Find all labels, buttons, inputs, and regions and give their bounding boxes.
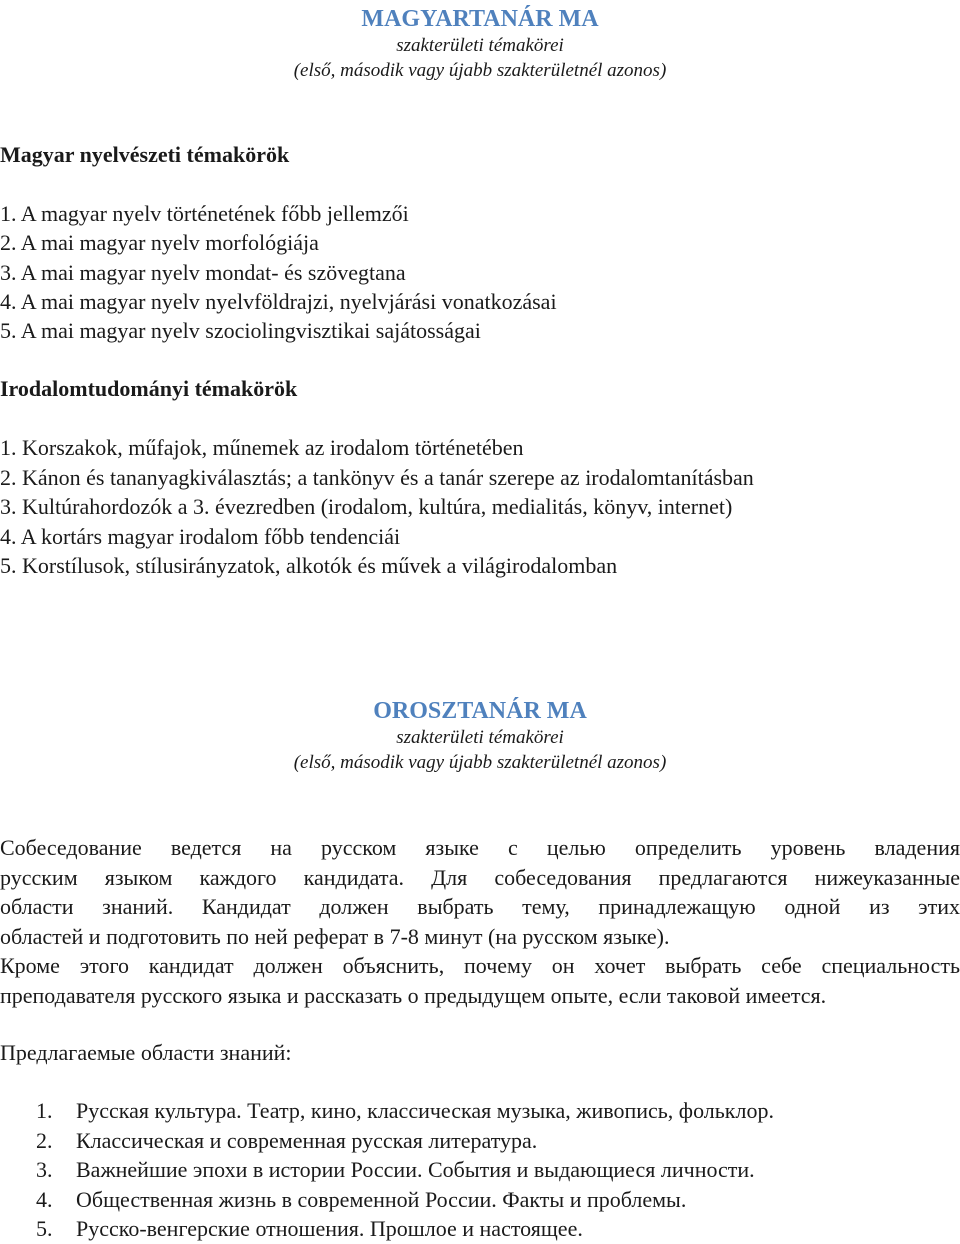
literature-heading: Irodalomtudományi témakörök — [0, 376, 298, 401]
list-item: 4. A kortárs magyar irodalom főbb tendenciái — [0, 523, 401, 549]
list-item-number: 1. — [36, 1098, 53, 1123]
russian-subtitle-line1: szakterületi témakörei — [396, 727, 564, 748]
list-item-number: 3. — [36, 1157, 53, 1183]
list-item: 2. A mai magyar nyelv morfológiája — [0, 230, 319, 256]
russian-extra-paragraph — [0, 951, 960, 1010]
list-item — [0, 1214, 774, 1244]
hungarian-subtitle-line1: szakterületi témakörei — [396, 35, 564, 56]
list-item: 5. A mai magyar nyelv szociolingvisztikai sajátosságai — [0, 318, 481, 344]
list-item — [0, 1096, 774, 1126]
russian-title: OROSZTANÁR MA — [373, 698, 587, 724]
list-item: 1. Korszakok, műfajok, műnemek az irodalom történetében — [0, 435, 524, 460]
list-item: 3. Kultúrahordozók a 3. évezredben (irodalom, kultúra, medialitás, könyv, internet) — [0, 494, 733, 519]
paragraph-line: Кроме этого кандидат должен объяснить, почему он хочет выбрать себе специальность — [0, 953, 960, 978]
list-item: 4. A mai magyar nyelv nyelvföldrajzi, nyelvjárási vonatkozásai — [0, 288, 557, 314]
hungarian-title: MAGYARTANÁR MA — [361, 6, 599, 32]
literature-list — [0, 433, 754, 581]
list-item — [0, 1185, 774, 1215]
paragraph-line: преподавателя русского языка и рассказать о предыдущем опыте, если таковой имеется. — [0, 982, 827, 1008]
list-item-text: Русско-венгерские отношения. Прошлое и настоящее. — [76, 1216, 583, 1242]
linguistics-heading: Magyar nyelvészeti témakörök — [0, 142, 290, 167]
list-item-number: 4. — [36, 1186, 53, 1212]
list-item: 1. A magyar nyelv történetének főbb jellemzői — [0, 201, 409, 226]
list-item — [0, 1155, 774, 1185]
paragraph-line: областей и подготовить по ней реферат в 7-8 минут (на русском языке). — [0, 923, 670, 949]
paragraph-line: области знаний. Кандидат должен выбрать тему, принадлежащую одной из этих — [0, 894, 960, 919]
list-item-number: 5. — [36, 1216, 53, 1242]
list-item: 2. Kánon és tananyagkiválasztás; a tankönyv és a tanár szerepe az irodalomtanításban — [0, 464, 754, 490]
paragraph-line: Собеседование ведется на русском языке с целью определить уровень владения — [0, 835, 960, 860]
list-item-text: Русская культура. Театр, кино, классическая музыка, живопись, фольклор. — [76, 1098, 774, 1123]
list-item: 5. Korstílusok, stílusirányzatok, alkotók és művek a világirodalomban — [0, 553, 618, 578]
linguistics-list — [0, 199, 557, 345]
list-item-text: Общественная жизнь в современной России. Факты и проблемы. — [76, 1186, 687, 1212]
list-item-text: Важнейшие эпохи в истории России. События и выдающиеся личности. — [76, 1157, 755, 1183]
russian-subtitle-line2: (első, második vagy újabb szakterületnél azonos) — [293, 752, 667, 773]
russian-intro-paragraph — [0, 833, 960, 951]
paragraph-line: русским языком каждого кандидата. Для собеседования предлагаются нижеуказанные — [0, 864, 960, 890]
list-item — [0, 1126, 774, 1156]
list-item: 3. A mai magyar nyelv mondat- és szövegtana — [0, 259, 406, 285]
knowledge-areas-list — [0, 1096, 774, 1244]
list-item-number: 2. — [36, 1127, 53, 1153]
hungarian-subtitle-line2: (első, második vagy újabb szakterületnél azonos) — [293, 60, 667, 81]
areas-label: Предлагаемые области знаний: — [0, 1040, 292, 1065]
list-item-text: Классическая и современная русская литература. — [76, 1127, 538, 1153]
